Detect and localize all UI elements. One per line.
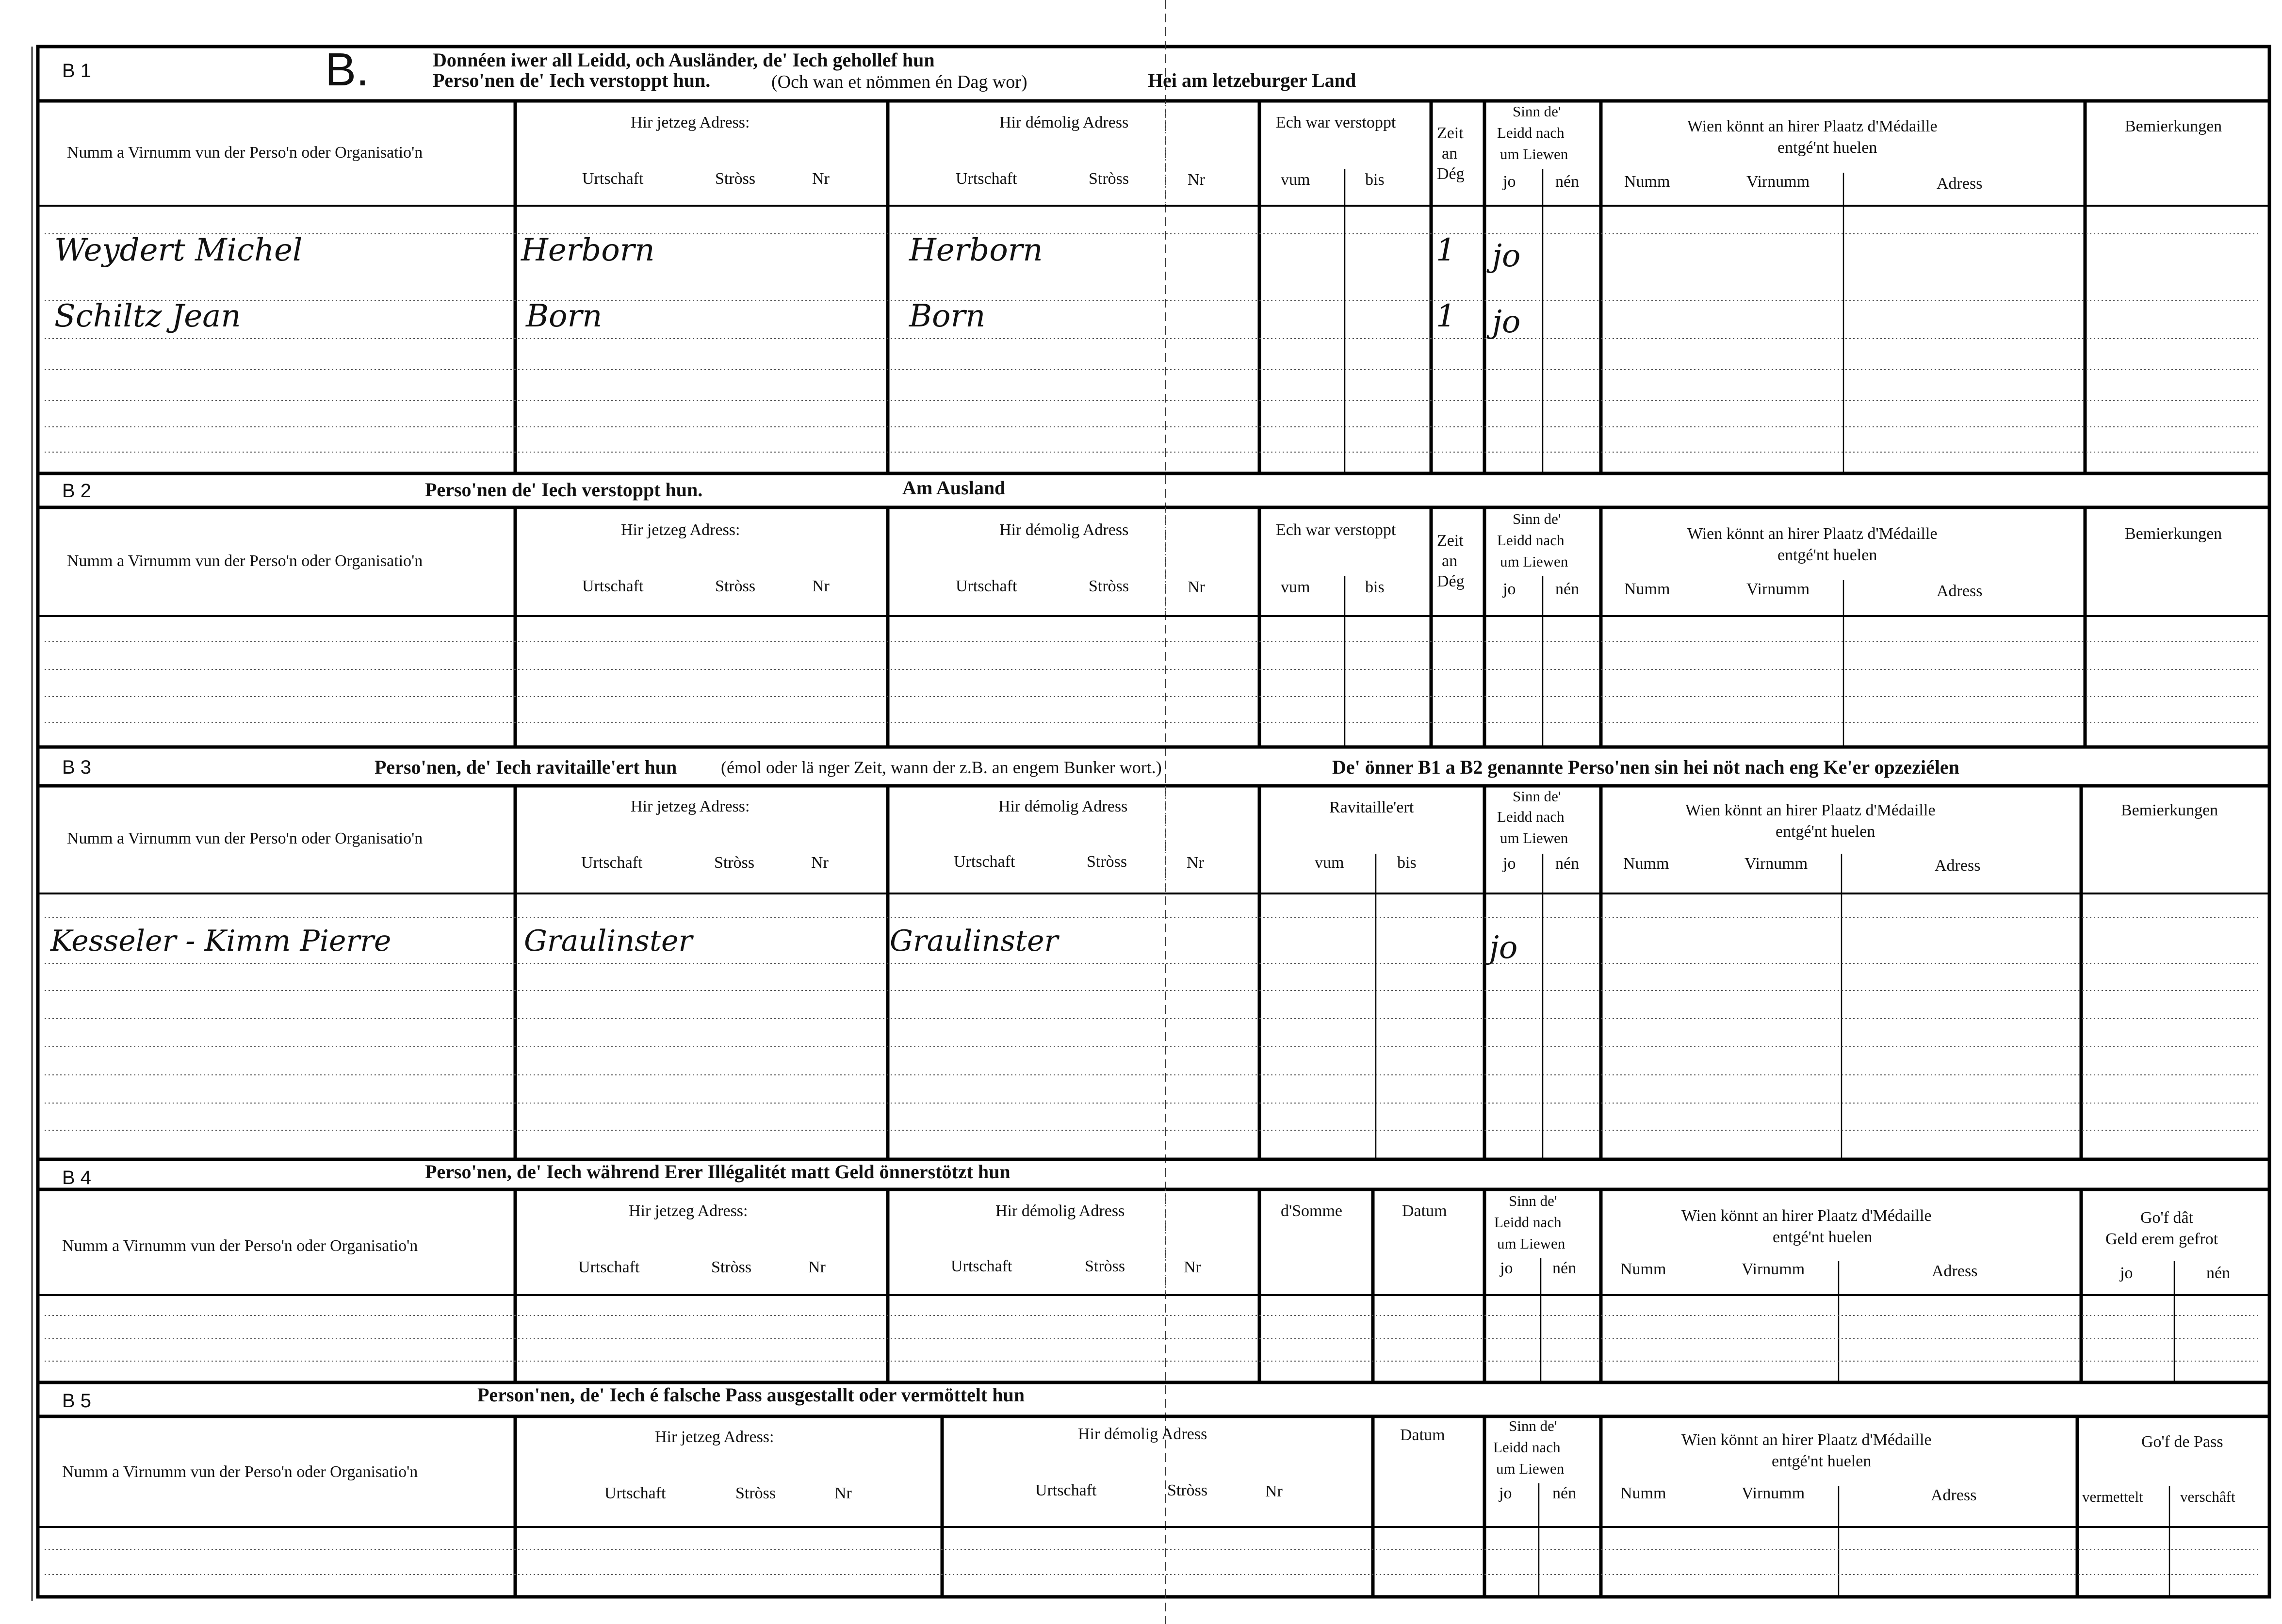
col-medal: entgé'nt huelen <box>1777 546 1877 564</box>
section-title-region: Hei am letzeburger Land <box>1148 69 1356 91</box>
col-town: Urtschaft <box>582 577 644 595</box>
col-yes: jo <box>2120 1264 2133 1282</box>
col-no: nén <box>2206 1264 2231 1282</box>
section-title: Perso'nen de' Iech verstoppt hun. <box>425 479 703 501</box>
entry-former-town: Herborn <box>909 232 1043 268</box>
entry-alive: jo <box>1492 304 1521 340</box>
section-note-bold: De' önner B1 a B2 genannte Perso'nen sin hei nöt nach eng Ke'er opzeziélen <box>1332 756 1959 778</box>
col-town: Urtschaft <box>1035 1481 1097 1499</box>
col-money-back: Go'f dât <box>2140 1209 2194 1227</box>
section-note: (émol oder lä nger Zeit, wann der z.B. an engem Bunker wort.) <box>721 758 1162 777</box>
col-former-addr: Hir démolig Adress <box>999 521 1129 539</box>
col-current-addr: Hir jetzeg Adress: <box>655 1428 774 1446</box>
col-street: Stròss <box>1085 1257 1125 1275</box>
col-medal-name: Numm <box>1624 580 1670 598</box>
col-remarks: Bemierkungen <box>2125 117 2222 135</box>
section-title: Perso'nen de' Iech verstoppt hun. <box>433 69 711 91</box>
col-medal-addr: Adress <box>1935 857 1981 875</box>
col-no: nén <box>1552 1484 1577 1502</box>
col-alive: Leidd nach <box>1494 1214 1562 1231</box>
col-alive: Sinn de' <box>1513 788 1561 805</box>
col-amount: d'Somme <box>1281 1202 1343 1220</box>
col-date: Datum <box>1400 1426 1445 1444</box>
section-title-region: Am Ausland <box>902 477 1006 499</box>
entry-current-town: Graulinster <box>524 924 693 958</box>
col-medal-addr: Adress <box>1937 175 1983 193</box>
section-code: B 4 <box>62 1167 92 1188</box>
col-medal-addr: Adress <box>1937 582 1983 600</box>
col-from: vum <box>1281 578 1310 596</box>
col-medal: Wien könnt an hirer Plaatz d'Médaille <box>1687 525 1938 543</box>
col-no: nén <box>1555 580 1580 598</box>
section-code: B 5 <box>62 1390 92 1412</box>
col-medal-first: Virnumm <box>1746 173 1810 191</box>
col-from: vum <box>1315 854 1344 872</box>
col-street: Stròss <box>1087 853 1127 871</box>
col-pass: Go'f de Pass <box>2141 1433 2223 1451</box>
col-yes: jo <box>1503 855 1516 873</box>
col-alive: Sinn de' <box>1509 1417 1557 1434</box>
col-medal: Wien könnt an hirer Plaatz d'Médaille <box>1681 1431 1932 1449</box>
col-town: Urtschaft <box>582 170 644 188</box>
col-medal: entgé'nt huelen <box>1776 823 1875 841</box>
col-nr: Nr <box>812 577 830 595</box>
col-medal-name: Numm <box>1620 1484 1666 1502</box>
col-alive: um Liewen <box>1497 1235 1565 1252</box>
col-current-addr: Hir jetzeg Adress: <box>631 797 750 815</box>
col-time: an <box>1442 145 1458 162</box>
col-town: Urtschaft <box>604 1484 666 1502</box>
col-alive: Sinn de' <box>1513 103 1561 120</box>
entry-current-town: Herborn <box>521 232 655 268</box>
col-time: Zeit <box>1437 124 1464 142</box>
col-nr: Nr <box>1188 171 1205 189</box>
entry-name: Weydert Michel <box>54 232 303 268</box>
col-alive: Leidd nach <box>1497 124 1565 141</box>
col-medal: entgé'nt huelen <box>1772 1452 1872 1470</box>
col-medal: Wien könnt an hirer Plaatz d'Médaille <box>1685 801 1936 819</box>
section-code: B 3 <box>62 757 92 778</box>
col-to: bis <box>1365 171 1385 189</box>
col-remarks: Bemierkungen <box>2125 525 2222 543</box>
col-nr: Nr <box>808 1258 826 1276</box>
col-street: Stròss <box>735 1484 776 1502</box>
col-alive: um Liewen <box>1500 829 1568 846</box>
col-medal-first: Virnumm <box>1742 1260 1805 1278</box>
section-title: Perso'nen, de' Iech ravitaille'ert hun <box>375 756 677 778</box>
col-nr: Nr <box>834 1484 852 1502</box>
col-town: Urtschaft <box>954 853 1015 871</box>
col-medal-addr: Adress <box>1932 1262 1978 1280</box>
col-current-addr: Hir jetzeg Adress: <box>629 1202 748 1220</box>
col-alive: um Liewen <box>1500 146 1568 162</box>
col-former-addr: Hir démolig Adress <box>995 1202 1125 1220</box>
col-street: Stròss <box>711 1258 752 1276</box>
col-street: Stròss <box>1089 577 1129 595</box>
col-no: nén <box>1555 855 1580 873</box>
col-street: Stròss <box>1089 170 1129 188</box>
col-nr: Nr <box>1187 854 1204 872</box>
col-alive: um Liewen <box>1500 553 1568 570</box>
col-street: Stròss <box>1167 1481 1208 1499</box>
col-time: an <box>1442 552 1458 570</box>
col-alive: Sinn de' <box>1509 1192 1557 1209</box>
col-alive: Leidd nach <box>1497 532 1565 549</box>
col-to: bis <box>1397 854 1417 872</box>
entry-alive: jo <box>1492 238 1521 274</box>
col-name: Numm a Virnumm vun der Perso'n oder Organisatio'n <box>67 144 423 162</box>
col-former-addr: Hir démolig Adress <box>998 797 1128 815</box>
col-nr: Nr <box>812 170 830 188</box>
entry-alive: jo <box>1489 930 1518 966</box>
col-nr: Nr <box>1184 1258 1201 1276</box>
col-medal-addr: Adress <box>1931 1486 1977 1504</box>
col-yes: jo <box>1503 173 1516 191</box>
col-no: nén <box>1555 173 1580 191</box>
col-current-addr: Hir jetzeg Adress: <box>621 521 740 539</box>
col-medal: entgé'nt huelen <box>1773 1228 1873 1246</box>
col-town: Urtschaft <box>581 854 643 872</box>
col-alive: Sinn de' <box>1513 510 1561 527</box>
col-to: bis <box>1365 578 1385 596</box>
entry-days: 1 <box>1436 298 1456 334</box>
col-medal-first: Virnumm <box>1744 855 1808 873</box>
col-medal: Wien könnt an hirer Plaatz d'Médaille <box>1681 1207 1932 1225</box>
section-title: Perso'nen, de' Iech während Erer Illégalitét matt Geld önnerstötzt hun <box>425 1161 1011 1183</box>
section-code: B 1 <box>62 60 92 81</box>
col-current-addr: Hir jetzeg Adress: <box>631 114 750 131</box>
col-town: Urtschaft <box>578 1258 640 1276</box>
col-alive: um Liewen <box>1496 1460 1565 1477</box>
col-money-back: Geld erem gefrot <box>2105 1230 2218 1248</box>
col-time: Dég <box>1437 572 1465 590</box>
col-medal-name: Numm <box>1624 173 1670 191</box>
col-no: nén <box>1552 1259 1577 1277</box>
col-medal-name: Numm <box>1620 1260 1666 1278</box>
col-mediated: vermettelt <box>2082 1488 2143 1505</box>
section-code: B 2 <box>62 480 92 502</box>
col-street: Stròss <box>715 577 756 595</box>
form-letter: B. <box>325 44 369 96</box>
col-medal: Wien könnt an hirer Plaatz d'Médaille <box>1687 117 1938 135</box>
col-date: Datum <box>1402 1202 1447 1220</box>
col-street: Stròss <box>714 854 755 872</box>
col-street: Stròss <box>715 170 756 188</box>
col-supplied: Ravitaille'ert <box>1329 798 1414 816</box>
entry-days: 1 <box>1436 232 1456 268</box>
entry-name: Schiltz Jean <box>54 298 241 334</box>
col-town: Urtschaft <box>951 1257 1012 1275</box>
col-issued: verschâft <box>2180 1488 2235 1505</box>
col-hidden: Ech war verstoppt <box>1276 114 1396 131</box>
entry-current-town: Born <box>526 298 603 334</box>
col-name: Numm a Virnumm vun der Perso'n oder Organisatio'n <box>62 1237 418 1255</box>
col-former-addr: Hir démolig Adress <box>1078 1425 1207 1443</box>
col-from: vum <box>1281 171 1310 189</box>
col-yes: jo <box>1500 1259 1513 1277</box>
col-time: Dég <box>1437 165 1465 183</box>
entry-name: Kesseler - Kimm Pierre <box>50 924 391 958</box>
col-nr: Nr <box>811 854 829 872</box>
col-name: Numm a Virnumm vun der Perso'n oder Organisatio'n <box>67 552 423 570</box>
col-hidden: Ech war verstoppt <box>1276 521 1396 539</box>
col-medal: entgé'nt huelen <box>1777 139 1877 157</box>
col-yes: jo <box>1499 1484 1512 1502</box>
col-town: Urtschaft <box>956 170 1017 188</box>
entry-former-town: Graulinster <box>890 924 1059 958</box>
col-medal-name: Numm <box>1623 855 1669 873</box>
col-medal-first: Virnumm <box>1746 580 1810 598</box>
section-title: Person'nen, de' Iech é falsche Pass ausgestallt oder vermöttelt hun <box>477 1384 1025 1406</box>
section-title: Donnéen iwer all Leidd, och Ausländer, de' Iech gehollef hun <box>433 49 935 71</box>
col-town: Urtschaft <box>956 577 1017 595</box>
entry-former-town: Born <box>909 298 986 334</box>
col-alive: Leidd nach <box>1497 808 1565 825</box>
col-yes: jo <box>1503 580 1516 598</box>
col-alive: Leidd nach <box>1493 1439 1561 1456</box>
col-former-addr: Hir démolig Adress <box>999 114 1129 131</box>
col-name: Numm a Virnumm vun der Perso'n oder Organisatio'n <box>62 1463 418 1481</box>
col-medal-first: Virnumm <box>1742 1484 1805 1502</box>
col-remarks: Bemierkungen <box>2121 801 2218 819</box>
section-note: (Och wan et nömmen én Dag wor) <box>771 72 1027 92</box>
col-nr: Nr <box>1265 1482 1283 1500</box>
col-name: Numm a Virnumm vun der Perso'n oder Organisatio'n <box>67 829 423 847</box>
col-nr: Nr <box>1188 578 1205 596</box>
col-time: Zeit <box>1437 532 1464 550</box>
